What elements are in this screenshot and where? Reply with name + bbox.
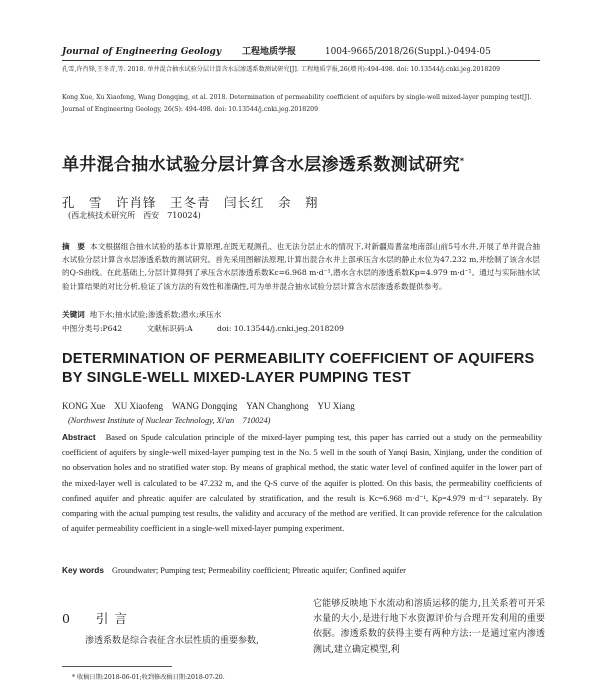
keywords-cn-label: 关键词	[62, 310, 85, 319]
title-footnote-mark: *	[459, 156, 465, 166]
clc-number: 中图分类号:P642	[62, 324, 123, 333]
affiliation-en: (Northwest Institute of Nuclear Technology, Xi'an 710024)	[68, 416, 271, 425]
classification-cn	[62, 323, 366, 334]
footnote-rule	[62, 666, 172, 667]
document-code: 文献标识码:A	[146, 324, 193, 333]
title-cn	[62, 150, 464, 175]
intro-paragraph: 渗透系数是综合表征含水层性质的重要参数,	[85, 636, 259, 646]
authors-cn: 孔 雪 许肖锋 王冬青 闫长红 余 翔	[62, 195, 319, 210]
abstract-cn-label: 摘 要	[62, 242, 86, 251]
keywords-en-label: Key words	[62, 565, 104, 575]
footnote: * 收稿日期:2018-06-01;收到修改稿日期:2018-07-20.	[72, 674, 225, 681]
keywords-en	[62, 565, 406, 575]
section-title: 引言	[95, 611, 133, 626]
abstract-en-text: Based on Spude calculation principle of the mixed-layer pumping test, this paper has carried out a study on the permeability coefficient of aquifers by single-well mixed-layer pumping test in the No. 5 well in the south of Yanqi Basin, Xinjiang, under the condition of no observation holes and no stratified water stop. By means of graphical method, the static water level of confined aquifer in the lower part of the mixed-layer well is calculated to be 47.232 m, and the Q-S curve of the aquifer is plotted. On this basis, the permeability coefficients of confined aquifer and phreatic aquifer are calculated by stratification, and the result is Kc=6.968 m·d⁻¹, Kp=4.979 m·d⁻¹ separately. By comparing with the actual pumping test results, the validity and accuracy of the method are verified. It can provide reference for the calculation of aquifer permeability coefficient in a single-well mixed-layer pumping experiment.	[62, 433, 542, 534]
running-header	[62, 44, 491, 57]
abstract-en-label: Abstract	[62, 432, 96, 442]
doi-cn: doi: 10.13544/j.cnki.jeg.2018209	[217, 324, 344, 333]
affiliation-cn: (西北核技术研究所 西安 710024)	[68, 211, 201, 220]
keywords-cn-text: 地下水;抽水试验;渗透系数;潜水;承压水	[89, 310, 222, 319]
right-column-paragraph: 它能够反映地下水流动和溶质运移的能力,且关系着可开采水量的大小,是进行地下水资源评价与合理开发利用的重要依据。渗透系数的获得主要有两种方法:一是通过室内渗透测试,建立确定模型,利	[313, 599, 545, 655]
keywords-en-text: Groundwater; Pumping test; Permeability coefficient; Phreatic aquifer; Confined aquifer	[112, 566, 406, 575]
journal-name-cn: 工程地质学报	[241, 47, 296, 57]
authors-en: KONG Xue XU Xiaofeng WANG Dongqing YAN Changhong YU Xiang	[62, 401, 355, 411]
section-heading	[62, 609, 133, 627]
citation-cn: 孔雪,许肖锋,王冬青,等. 2018. 单井混合抽水试验分层计算含水层渗透系数测试研究[J]. 工程地质学报,26(增刊):494-498. doi: 10.13544/j.cnki.jeg.2018209	[62, 66, 501, 73]
abstract-cn-text: 本文根据组合抽水试验的基本计算原理,在既无观测孔、也无法分层止水的情况下,对新疆焉耆盆地南部山前5号水井,开展了单井混合抽水试验分层计算含水层渗透系数的测试研究。首先采用图解法原理,计算出混合水井上部承压含水层的静止水位为47.232 m,并绘制了该含水层的Q-S曲线。在此基础上,分层计算得到了承压含水层渗透系数Kc=6.968 m·d⁻¹,潜水含水层的渗透系数Kp=4.979 m·d⁻¹。通过与实际抽水试验计算结果的对比分析,验证了该方法的有效性和准确性,可为单井混合抽水试验分层计算含水层渗透系数提供参考。	[62, 242, 541, 291]
abstract-cn	[62, 240, 540, 293]
keywords-cn	[62, 309, 221, 320]
citation-en: Kong Xue, Xu Xiaofeng, Wang Dongqing, et al. 2018. Determination of permeability coefficient of aquifers by single-well mixed-layer pumping test[J]. Journal of Engineering Geology, 26(S): 494-498. doi: 10.13544/j.cnki.jeg.2018209	[62, 94, 532, 113]
header-rule	[62, 60, 540, 61]
issue-code: 1004-9665/2018/26(Suppl.)-0494-05	[324, 47, 491, 57]
journal-name-en: Journal of Engineering Geology	[62, 47, 222, 57]
title-cn-text: 单井混合抽水试验分层计算含水层渗透系数测试研究	[62, 155, 460, 175]
section-number: 0	[62, 611, 76, 626]
title-en: DETERMINATION OF PERMEABILITY COEFFICIENT OF AQUIFERS BY SINGLE-WELL MIXED-LAYER PUMPING TEST	[62, 351, 535, 386]
abstract-en	[62, 430, 542, 536]
